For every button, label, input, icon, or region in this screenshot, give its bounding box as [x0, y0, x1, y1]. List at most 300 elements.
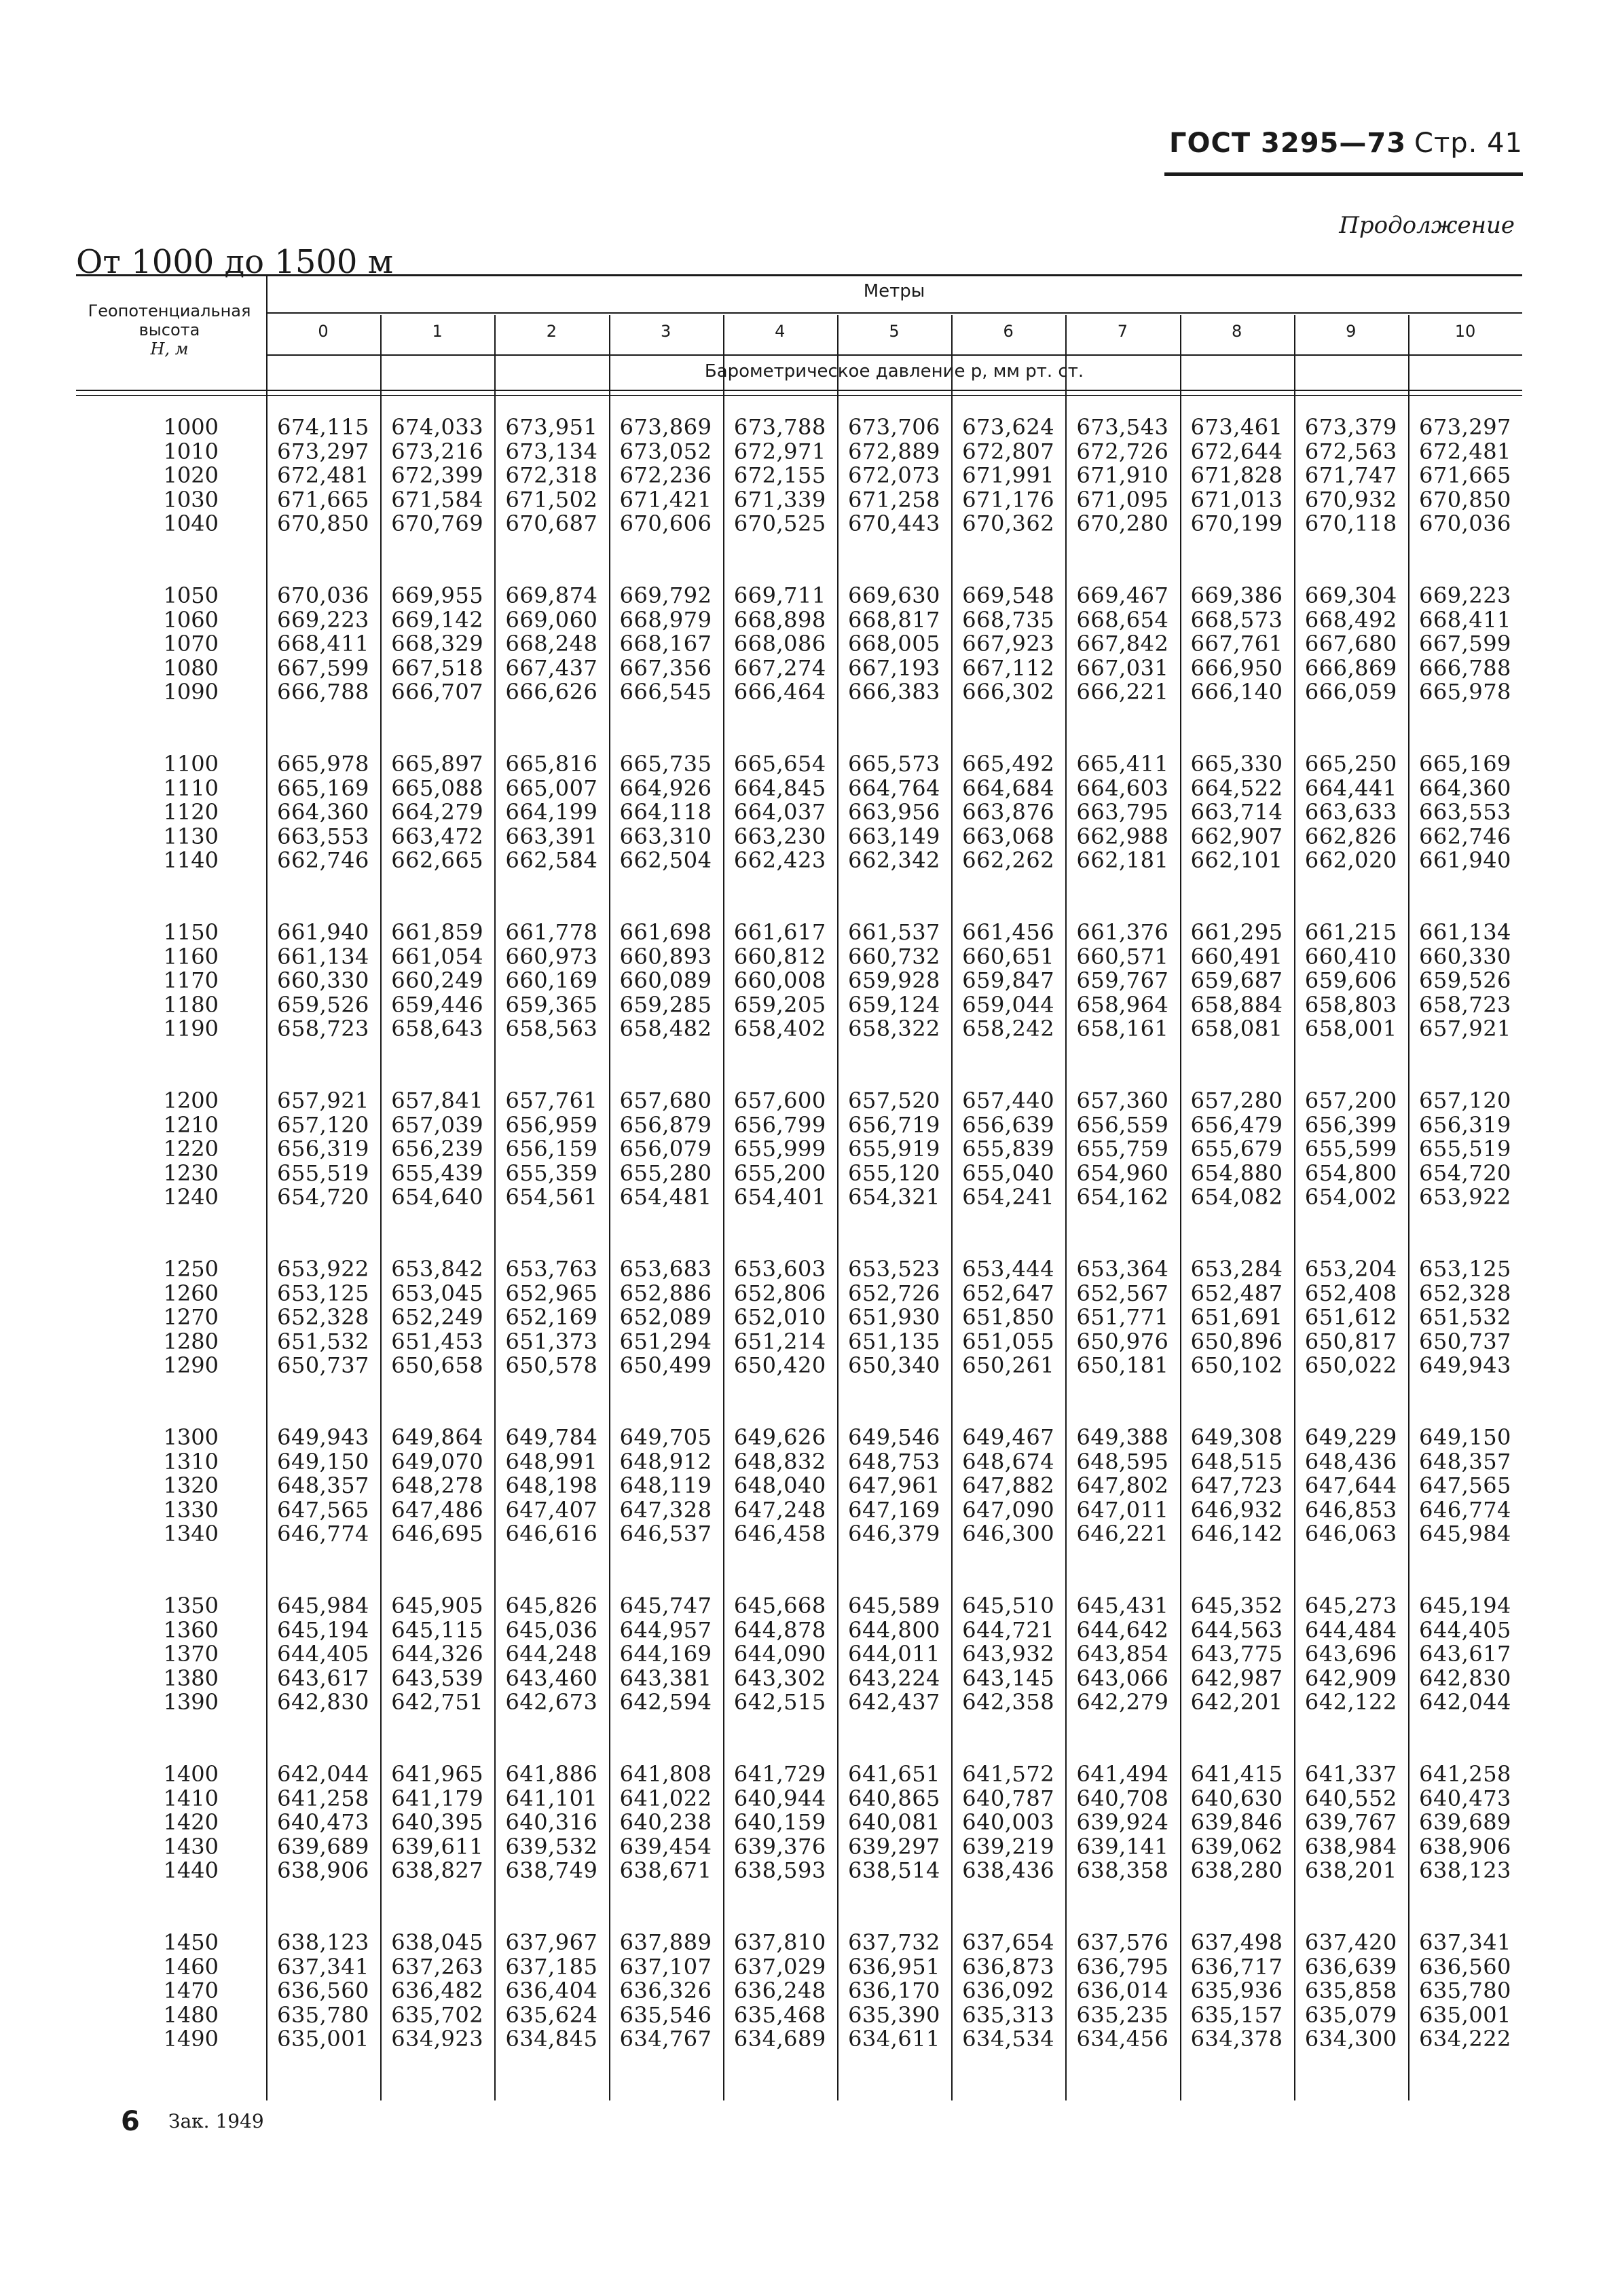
pressure-value: 660,491 — [1190, 943, 1283, 969]
pressure-value: 665,897 — [391, 751, 484, 777]
pressure-value: 641,808 — [619, 1761, 712, 1787]
pressure-value: 638,201 — [1304, 1857, 1397, 1883]
pressure-value: 646,142 — [1190, 1521, 1283, 1547]
pressure-value: 659,606 — [1304, 967, 1397, 993]
header-bottom-rule-thin — [76, 395, 1522, 396]
pressure-value: 649,943 — [1419, 1352, 1511, 1378]
table-row — [76, 512, 1522, 536]
pressure-value: 636,170 — [848, 1978, 940, 2003]
height-header-line-1: Геопотенциальная — [88, 301, 251, 320]
pressure-value: 645,273 — [1304, 1593, 1397, 1618]
pressure-value: 660,410 — [1304, 943, 1397, 969]
pressure-value: 660,008 — [733, 967, 826, 993]
pressure-value: 664,522 — [1190, 775, 1283, 801]
table-row — [76, 2003, 1522, 2028]
pressure-value: 651,055 — [962, 1328, 1055, 1354]
pressure-value: 650,261 — [962, 1352, 1055, 1378]
table-row — [76, 1282, 1522, 1306]
pressure-value: 640,081 — [848, 1809, 940, 1835]
pressure-value: 643,617 — [1419, 1641, 1511, 1667]
pressure-value: 645,431 — [1076, 1593, 1169, 1618]
pressure-value: 662,665 — [391, 847, 484, 873]
pressure-value: 648,436 — [1304, 1448, 1397, 1475]
pressure-value: 635,001 — [1419, 2001, 1511, 2028]
table-row — [76, 632, 1522, 656]
pressure-value: 646,774 — [1419, 1496, 1511, 1523]
pressure-value: 638,749 — [505, 1857, 598, 1883]
height-value: 1190 — [163, 1016, 219, 1041]
pressure-value: 644,484 — [1304, 1616, 1397, 1643]
pressure-value: 638,906 — [277, 1857, 369, 1883]
pressure-value: 656,159 — [505, 1136, 598, 1162]
pressure-value: 648,753 — [848, 1448, 940, 1475]
pressure-value: 671,339 — [733, 486, 826, 513]
column-number: 8 — [1231, 322, 1242, 341]
pressure-value: 635,001 — [277, 2026, 369, 2052]
pressure-value: 667,599 — [277, 654, 369, 681]
pressure-value: 654,800 — [1304, 1160, 1397, 1186]
pressure-value: 653,045 — [391, 1280, 484, 1306]
table-row — [76, 1594, 1522, 1618]
pressure-value: 664,684 — [962, 775, 1055, 801]
pressure-value: 645,036 — [505, 1616, 598, 1643]
pressure-value: 640,238 — [619, 1809, 712, 1835]
pressure-value: 645,826 — [505, 1593, 598, 1618]
pressure-value: 668,654 — [1076, 606, 1169, 633]
pressure-value: 663,956 — [848, 799, 940, 825]
pressure-value: 650,658 — [391, 1352, 484, 1378]
pressure-value: 647,565 — [277, 1496, 369, 1523]
pressure-value: 651,214 — [733, 1328, 826, 1354]
pressure-value: 654,960 — [1076, 1160, 1169, 1186]
height-value: 1430 — [163, 1833, 219, 1859]
pressure-value: 670,199 — [1190, 511, 1283, 536]
pressure-value: 665,169 — [277, 775, 369, 801]
pressure-value: 671,421 — [619, 486, 712, 513]
pressure-value: 668,411 — [1419, 606, 1511, 633]
height-value: 1090 — [163, 679, 219, 705]
pressure-value: 642,515 — [733, 1689, 826, 1715]
pressure-value: 645,115 — [391, 1616, 484, 1643]
pressure-value: 635,936 — [1190, 1978, 1283, 2003]
pressure-value: 673,706 — [848, 414, 940, 440]
pressure-value: 658,402 — [733, 1016, 826, 1041]
pressure-value: 668,979 — [619, 606, 712, 633]
table-row — [76, 1354, 1522, 1378]
pressure-value: 649,626 — [733, 1424, 826, 1450]
row-group — [76, 752, 1522, 921]
pressure-value: 635,624 — [505, 2001, 598, 2028]
pressure-value: 636,795 — [1076, 1953, 1169, 1980]
pressure-value: 663,714 — [1190, 799, 1283, 825]
column-number: 9 — [1346, 322, 1357, 341]
pressure-value: 649,308 — [1190, 1424, 1283, 1450]
pressure-value: 638,123 — [1419, 1857, 1511, 1883]
pressure-value: 663,391 — [505, 823, 598, 849]
pressure-value: 650,499 — [619, 1352, 712, 1378]
height-value: 1060 — [163, 606, 219, 633]
row-group — [76, 921, 1522, 1089]
pressure-value: 665,411 — [1076, 751, 1169, 777]
pressure-value: 645,984 — [1419, 1521, 1511, 1547]
pressure-value: 658,001 — [1304, 1016, 1397, 1041]
pressure-value: 646,458 — [733, 1521, 826, 1547]
pressure-value: 672,236 — [619, 462, 712, 488]
column-number: 4 — [775, 322, 786, 341]
pressure-value: 646,774 — [277, 1521, 369, 1547]
pressure-value: 637,654 — [962, 1929, 1055, 1955]
table-row — [76, 752, 1522, 777]
pressure-value: 641,651 — [848, 1761, 940, 1787]
pressure-value: 661,537 — [848, 919, 940, 945]
pressure-value: 666,221 — [1076, 679, 1169, 705]
pressure-value: 649,943 — [277, 1424, 369, 1450]
height-value: 1280 — [163, 1328, 219, 1354]
pressure-value: 638,984 — [1304, 1833, 1397, 1859]
pressure-value: 673,297 — [277, 438, 369, 464]
height-value: 1460 — [163, 1953, 219, 1980]
pressure-value: 638,827 — [391, 1857, 484, 1883]
pressure-value: 659,044 — [962, 991, 1055, 1018]
pressure-value: 669,223 — [1419, 582, 1511, 608]
pressure-value: 670,769 — [391, 511, 484, 536]
height-value: 1040 — [163, 511, 219, 536]
pressure-value: 654,162 — [1076, 1184, 1169, 1210]
table-row — [76, 1618, 1522, 1643]
pressure-value: 667,437 — [505, 654, 598, 681]
pressure-value: 640,708 — [1076, 1785, 1169, 1811]
pressure-value: 669,386 — [1190, 582, 1283, 608]
table-row — [76, 584, 1522, 608]
pressure-value: 664,603 — [1076, 775, 1169, 801]
pressure-value: 653,125 — [277, 1280, 369, 1306]
pressure-value: 664,764 — [848, 775, 940, 801]
pressure-value: 671,991 — [962, 462, 1055, 488]
pressure-value: 642,279 — [1076, 1689, 1169, 1715]
pressure-value: 653,284 — [1190, 1256, 1283, 1282]
pressure-value: 653,763 — [505, 1256, 598, 1282]
pressure-value: 670,850 — [277, 511, 369, 536]
page-number: 6 — [121, 2106, 140, 2137]
table-row — [76, 1498, 1522, 1523]
pressure-value: 664,441 — [1304, 775, 1397, 801]
height-value: 1050 — [163, 582, 219, 608]
pressure-value: 639,297 — [848, 1833, 940, 1859]
pressure-value: 661,456 — [962, 919, 1055, 945]
pressure-value: 673,543 — [1076, 414, 1169, 440]
pressure-value: 669,304 — [1304, 582, 1397, 608]
pressure-value: 643,145 — [962, 1665, 1055, 1691]
pressure-value: 637,029 — [733, 1953, 826, 1980]
pressure-value: 638,514 — [848, 1857, 940, 1883]
height-value: 1490 — [163, 2026, 219, 2052]
pressure-value: 640,159 — [733, 1809, 826, 1835]
standard-code: ГОСТ 3295—73 — [1168, 128, 1407, 159]
height-value: 1300 — [163, 1424, 219, 1450]
pressure-value: 637,341 — [1419, 1929, 1511, 1955]
pressure-value: 672,726 — [1076, 438, 1169, 464]
pressure-value: 644,957 — [619, 1616, 712, 1643]
table-row — [76, 1931, 1522, 1955]
pressure-value: 652,010 — [733, 1304, 826, 1330]
column-number: 10 — [1454, 322, 1476, 341]
height-value: 1380 — [163, 1665, 219, 1691]
height-value: 1370 — [163, 1641, 219, 1667]
pressure-value: 653,523 — [848, 1256, 940, 1282]
pressure-value: 640,865 — [848, 1785, 940, 1811]
height-value: 1330 — [163, 1496, 219, 1523]
pressure-value: 655,439 — [391, 1160, 484, 1186]
range-title: От 1000 до 1500 м — [76, 243, 394, 281]
table-body — [76, 415, 1522, 2099]
pressure-value: 668,411 — [277, 631, 369, 656]
table-top-rule — [76, 274, 1522, 276]
pressure-value: 652,249 — [391, 1304, 484, 1330]
pressure-value: 645,510 — [962, 1593, 1055, 1618]
pressure-value: 651,930 — [848, 1304, 940, 1330]
pressure-value: 671,502 — [505, 486, 598, 513]
pressure-value: 668,329 — [391, 631, 484, 656]
pressure-value: 644,169 — [619, 1641, 712, 1667]
pressure-value: 655,280 — [619, 1160, 712, 1186]
pressure-value: 649,784 — [505, 1424, 598, 1450]
pressure-value: 634,222 — [1419, 2026, 1511, 2052]
pressure-value: 644,248 — [505, 1641, 598, 1667]
pressure-value: 643,775 — [1190, 1641, 1283, 1667]
pressure-value: 645,352 — [1190, 1593, 1283, 1618]
pressure-value: 653,125 — [1419, 1256, 1511, 1282]
pressure-table — [76, 274, 1522, 2107]
pressure-value: 650,102 — [1190, 1352, 1283, 1378]
pressure-value: 667,761 — [1190, 631, 1283, 656]
height-value: 1170 — [163, 967, 219, 993]
pressure-value: 642,987 — [1190, 1665, 1283, 1691]
pressure-value: 673,052 — [619, 438, 712, 464]
table-row — [76, 464, 1522, 488]
pressure-value: 665,978 — [277, 751, 369, 777]
pressure-value: 637,263 — [391, 1953, 484, 1980]
pressure-value: 649,705 — [619, 1424, 712, 1450]
pressure-value: 664,279 — [391, 799, 484, 825]
pressure-value: 665,169 — [1419, 751, 1511, 777]
table-row — [76, 1089, 1522, 1113]
height-value: 1230 — [163, 1160, 219, 1186]
pressure-value: 656,399 — [1304, 1111, 1397, 1138]
pressure-value: 658,482 — [619, 1016, 712, 1041]
table-row — [76, 945, 1522, 969]
pressure-value: 653,842 — [391, 1256, 484, 1282]
order-number: Зак. 1949 — [168, 2110, 264, 2132]
pressure-value: 671,665 — [1419, 462, 1511, 488]
pressure-value: 657,841 — [391, 1088, 484, 1113]
pressure-value: 663,553 — [1419, 799, 1511, 825]
table-row — [76, 1185, 1522, 1210]
pressure-value: 660,973 — [505, 943, 598, 969]
pressure-value: 662,181 — [1076, 847, 1169, 873]
pressure-value: 637,889 — [619, 1929, 712, 1955]
pressure-value: 663,068 — [962, 823, 1055, 849]
pressure-value: 647,169 — [848, 1496, 940, 1523]
pressure-value: 668,005 — [848, 631, 940, 656]
pressure-value: 657,120 — [277, 1111, 369, 1138]
pressure-value: 641,494 — [1076, 1761, 1169, 1787]
pressure-value: 672,807 — [962, 438, 1055, 464]
pressure-value: 658,161 — [1076, 1016, 1169, 1041]
pressure-value: 659,285 — [619, 991, 712, 1018]
pressure-value: 642,830 — [1419, 1665, 1511, 1691]
pressure-value: 641,337 — [1304, 1761, 1397, 1787]
pressure-value: 642,751 — [391, 1689, 484, 1715]
height-value: 1340 — [163, 1521, 219, 1547]
pressure-header: Барометрическое давление p, мм рт. ст. — [704, 361, 1084, 382]
pressure-value: 643,381 — [619, 1665, 712, 1691]
pressure-value: 657,761 — [505, 1088, 598, 1113]
pressure-value: 669,467 — [1076, 582, 1169, 608]
pressure-value: 659,365 — [505, 991, 598, 1018]
pressure-value: 645,589 — [848, 1593, 940, 1618]
pressure-value: 661,940 — [277, 919, 369, 945]
pressure-value: 641,258 — [277, 1785, 369, 1811]
height-value: 1440 — [163, 1857, 219, 1883]
table-row — [76, 488, 1522, 513]
height-value: 1320 — [163, 1473, 219, 1498]
pressure-value: 644,011 — [848, 1641, 940, 1667]
height-value: 1120 — [163, 799, 219, 825]
pressure-value: 663,472 — [391, 823, 484, 849]
pressure-value: 673,134 — [505, 438, 598, 464]
pressure-value: 660,330 — [277, 967, 369, 993]
pressure-value: 669,955 — [391, 582, 484, 608]
pressure-value: 664,360 — [1419, 775, 1511, 801]
table-row — [76, 1811, 1522, 1835]
pressure-value: 674,115 — [277, 414, 369, 440]
table-row — [76, 2027, 1522, 2052]
pressure-value: 660,169 — [505, 967, 598, 993]
pressure-value: 638,906 — [1419, 1833, 1511, 1859]
header-rule — [1164, 172, 1523, 176]
pressure-value: 636,717 — [1190, 1953, 1283, 1980]
column-number: 7 — [1117, 322, 1128, 341]
pressure-value: 668,817 — [848, 606, 940, 633]
pressure-value: 634,611 — [848, 2026, 940, 2052]
pressure-value: 649,150 — [1419, 1424, 1511, 1450]
pressure-value: 671,584 — [391, 486, 484, 513]
page-reference: Стр. 41 — [1414, 128, 1523, 159]
pressure-value: 647,802 — [1076, 1473, 1169, 1498]
pressure-value: 657,200 — [1304, 1088, 1397, 1113]
pressure-value: 638,280 — [1190, 1857, 1283, 1883]
pressure-value: 654,002 — [1304, 1184, 1397, 1210]
pressure-value: 671,258 — [848, 486, 940, 513]
pressure-value: 657,921 — [1419, 1016, 1511, 1041]
pressure-value: 641,729 — [733, 1761, 826, 1787]
pressure-value: 673,297 — [1419, 414, 1511, 440]
pressure-value: 655,040 — [962, 1160, 1055, 1186]
pressure-value: 639,141 — [1076, 1833, 1169, 1859]
pressure-value: 669,060 — [505, 606, 598, 633]
pressure-value: 639,689 — [277, 1833, 369, 1859]
pressure-value: 634,923 — [391, 2026, 484, 2052]
pressure-value: 655,839 — [962, 1136, 1055, 1162]
pressure-value: 647,882 — [962, 1473, 1055, 1498]
pressure-value: 672,481 — [277, 462, 369, 488]
pressure-value: 634,534 — [962, 2026, 1055, 2052]
pressure-value: 670,036 — [1419, 511, 1511, 536]
pressure-value: 654,321 — [848, 1184, 940, 1210]
pressure-value: 636,560 — [277, 1978, 369, 2003]
pressure-value: 673,216 — [391, 438, 484, 464]
height-value: 1030 — [163, 486, 219, 513]
pressure-value: 636,560 — [1419, 1953, 1511, 1980]
pressure-value: 669,792 — [619, 582, 712, 608]
pressure-value: 673,461 — [1190, 414, 1283, 440]
pressure-value: 668,248 — [505, 631, 598, 656]
pressure-value: 674,033 — [391, 414, 484, 440]
pressure-value: 655,519 — [277, 1160, 369, 1186]
pressure-value: 659,526 — [277, 991, 369, 1018]
pressure-value: 668,167 — [619, 631, 712, 656]
pressure-value: 644,800 — [848, 1616, 940, 1643]
pressure-value: 637,967 — [505, 1929, 598, 1955]
pressure-value: 651,135 — [848, 1328, 940, 1354]
pressure-value: 652,647 — [962, 1280, 1055, 1306]
pressure-value: 640,944 — [733, 1785, 826, 1811]
pressure-value: 666,788 — [1419, 654, 1511, 681]
pressure-value: 654,241 — [962, 1184, 1055, 1210]
pressure-value: 643,617 — [277, 1665, 369, 1691]
pressure-value: 638,593 — [733, 1857, 826, 1883]
pressure-value: 663,149 — [848, 823, 940, 849]
pressure-value: 648,357 — [277, 1473, 369, 1498]
pressure-value: 654,481 — [619, 1184, 712, 1210]
pressure-value: 651,373 — [505, 1328, 598, 1354]
pressure-value: 664,360 — [277, 799, 369, 825]
pressure-value: 654,880 — [1190, 1160, 1283, 1186]
pressure-value: 635,468 — [733, 2001, 826, 2028]
pressure-value: 662,746 — [277, 847, 369, 873]
table-row — [76, 1979, 1522, 2003]
pressure-value: 652,567 — [1076, 1280, 1169, 1306]
pressure-value: 658,803 — [1304, 991, 1397, 1018]
pressure-value: 670,362 — [962, 511, 1055, 536]
pressure-value: 658,563 — [505, 1016, 598, 1041]
pressure-value: 671,176 — [962, 486, 1055, 513]
pressure-value: 662,423 — [733, 847, 826, 873]
pressure-value: 635,390 — [848, 2001, 940, 2028]
row-group — [76, 584, 1522, 752]
pressure-value: 653,364 — [1076, 1256, 1169, 1282]
pressure-value: 646,616 — [505, 1521, 598, 1547]
height-value: 1240 — [163, 1184, 219, 1210]
pressure-value: 643,066 — [1076, 1665, 1169, 1691]
pressure-value: 642,122 — [1304, 1689, 1397, 1715]
pressure-value: 666,140 — [1190, 679, 1283, 705]
pressure-value: 661,134 — [1419, 919, 1511, 945]
pressure-value: 655,200 — [733, 1160, 826, 1186]
pressure-value: 672,889 — [848, 438, 940, 464]
height-value: 1250 — [163, 1256, 219, 1282]
pressure-value: 654,720 — [277, 1184, 369, 1210]
pressure-value: 642,358 — [962, 1689, 1055, 1715]
table-row — [76, 800, 1522, 825]
table-row — [76, 1137, 1522, 1162]
height-header-line-2: высота — [139, 320, 200, 339]
pressure-value: 666,059 — [1304, 679, 1397, 705]
pressure-value: 647,486 — [391, 1496, 484, 1523]
table-row — [76, 1113, 1522, 1138]
pressure-value: 656,959 — [505, 1111, 598, 1138]
pressure-value: 639,454 — [619, 1833, 712, 1859]
